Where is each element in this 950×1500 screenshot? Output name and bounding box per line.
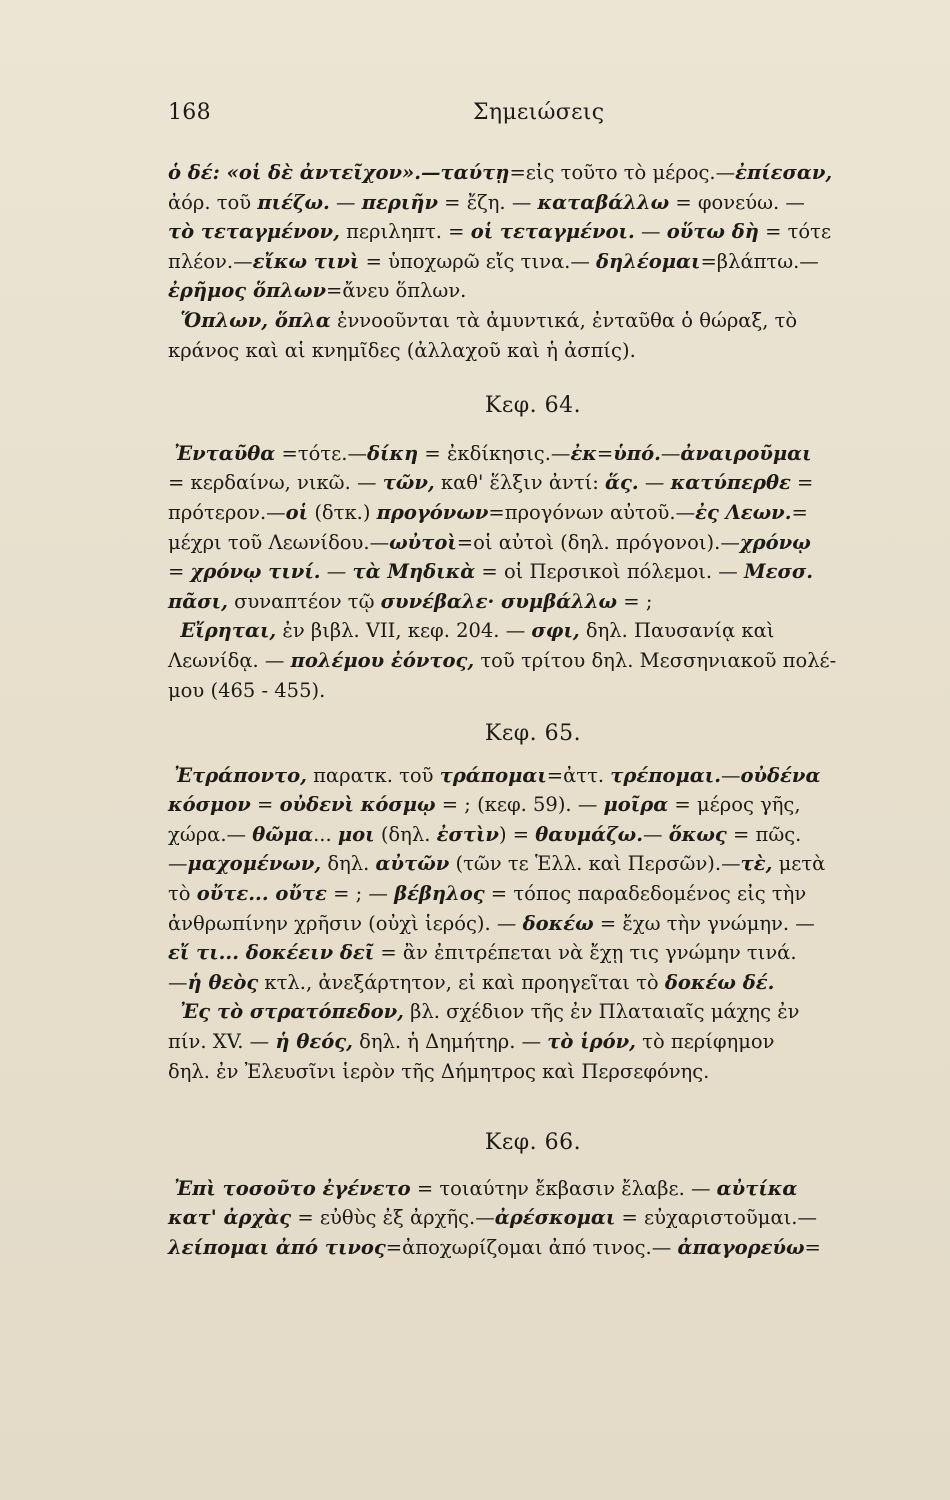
text-line (168, 646, 898, 676)
lemma: εἴκω τινὶ (252, 249, 360, 273)
gloss: πίν. XV. — (168, 1030, 276, 1054)
lemma: βέβηλος (394, 882, 485, 906)
chapter-66-notes (168, 1174, 898, 1263)
lemma: ἀρέσκομαι (494, 1206, 616, 1230)
lemma: λείπομαι ἀπό τινος (168, 1236, 386, 1259)
lemma: τράπομαι (439, 763, 547, 787)
lemma: οἱ τεταγμένοι. (470, 220, 635, 244)
gloss: = μέρος γῆς, (668, 793, 801, 817)
gloss: — (168, 970, 188, 994)
lemma: κατ' ἀρχὰς (168, 1206, 292, 1230)
gloss: δηλ. (321, 852, 376, 876)
lemma: χρόνῳ (739, 530, 811, 554)
notes-body (168, 158, 898, 1263)
lemma: τῶν, (382, 471, 435, 495)
gloss: = τοιαύτην ἔκβασιν ἔλαβε. — (410, 1176, 717, 1200)
gloss: βλ. σχέδιον τῆς ἐν Πλαταιαῖς μάχης ἐν (403, 1000, 800, 1024)
gloss: ) = (498, 822, 536, 846)
gloss: ἀνθρωπίνην χρῆσιν (οὐχὶ ἱερός). — (168, 911, 523, 935)
gloss: = ἂν ἐπιτρέπεται νὰ ἔχῃ τις γνώμην τινά. (374, 941, 797, 965)
gloss: δηλ. Παυσανίᾳ καὶ (579, 619, 775, 643)
text-line (168, 879, 898, 909)
lemma: κατύπερθε (670, 471, 791, 495)
gloss: — (721, 763, 741, 787)
lemma: δίκη (366, 441, 419, 465)
gloss: = ; — (326, 882, 395, 906)
gloss: κράνος καὶ αἱ κνημῖδες (ἀλλαχοῦ καὶ ἡ ἀσπίς). (168, 338, 636, 362)
gloss: δηλ. ἡ Δημήτηρ. — (352, 1030, 548, 1054)
lemma: ἐκ (570, 441, 597, 465)
lemma: κόσμον (168, 793, 251, 817)
gloss: συναπτέον τῷ (227, 589, 381, 613)
lemma: προγόνων (376, 500, 489, 524)
gloss: = (596, 441, 614, 465)
text-line (168, 1027, 898, 1057)
gloss: = ἐκδίκησις.— (418, 441, 571, 465)
lemma: τρέπομαι. (610, 763, 722, 787)
text-line (168, 849, 898, 879)
lemma: τὰ Μηδικὰ (352, 560, 476, 584)
lemma: ὑπό. (613, 441, 661, 465)
lemma: δοκέω δέ. (664, 970, 775, 994)
gloss: — (168, 852, 188, 876)
lemma: θαυμάζω. (535, 822, 644, 846)
gloss: = φονεύω. — (669, 190, 805, 214)
gloss: περιληπτ. = (339, 220, 471, 244)
lemma: οὕτω δὴ (666, 220, 759, 244)
text-line (168, 306, 898, 336)
chapter-heading-64: Κεφ. 64. (484, 393, 582, 419)
text-line (168, 938, 898, 968)
text-line (168, 761, 898, 791)
lemma: ἐς Λεων. (695, 500, 792, 524)
gloss: ἐννοοῦνται τὰ ἀμυντικά, ἐνταῦθα ὁ θώραξ, τὸ (330, 308, 798, 332)
lemma: πιέζω. (257, 190, 330, 214)
lemma: Ἐς τὸ στρατόπεδον, (180, 1000, 404, 1024)
lemma: αὐτίκα (716, 1176, 798, 1200)
gloss: = (791, 500, 808, 524)
text-line (168, 158, 898, 188)
running-title: Σημειώσεις (473, 100, 605, 125)
gloss: = (250, 793, 280, 817)
lemma: Εἴρηται, (180, 619, 277, 643)
lemma: χρόνῳ τινί. (190, 560, 321, 584)
text-line (168, 336, 898, 366)
gloss: = πῶς. (726, 822, 802, 846)
gloss: = ; (617, 589, 653, 613)
gloss: πλέον.— (168, 249, 253, 273)
gloss: τὸ περίφημον (635, 1030, 775, 1054)
lemma: Ἐνταῦθα (174, 441, 276, 465)
lemma: ἅς. (605, 471, 639, 495)
gloss: μέχρι τοῦ Λεωνίδου.— (168, 530, 390, 554)
text-line (168, 217, 898, 247)
lemma: ἀπαγορεύω (677, 1236, 805, 1259)
gloss: =οἱ αὐτοὶ (δηλ. πρόγονοι).— (456, 530, 740, 554)
lemma: ἐστὶν (436, 822, 499, 846)
lemma: ωὐτοὶ (389, 530, 457, 554)
lemma: ὁ δέ: «οἱ δὲ ἀντεῖχον».—ταύτῃ (168, 161, 510, 184)
gloss: ... (313, 822, 338, 846)
lemma: πᾶσι, (168, 589, 228, 613)
text-line (168, 1233, 898, 1263)
gloss: δηλ. ἐν Ἐλευσῖνι ἱερὸν τῆς Δήμητρος καὶ Περσεφόνης. (168, 1059, 710, 1083)
gloss: καθ' ἕλξιν ἀντί: (434, 471, 606, 495)
gloss: = (804, 1236, 821, 1259)
intro-notes (168, 158, 898, 365)
text-line (168, 276, 898, 306)
gloss: μετὰ (772, 852, 826, 876)
text-line (168, 188, 898, 218)
gloss: (τῶν τε Ἑλλ. καὶ Περσῶν).— (449, 852, 741, 876)
gloss: =τότε.— (275, 441, 367, 465)
text-line (168, 997, 898, 1027)
lemma: ἀναιροῦμαι (680, 441, 812, 465)
lemma: δηλέομαι (596, 249, 701, 273)
lemma: μοι (337, 822, 375, 846)
lemma: οὐδένα (740, 763, 821, 787)
gloss: = (168, 560, 191, 584)
chapter-64-notes (168, 439, 898, 705)
gloss: — (643, 822, 669, 846)
gloss: μου (465 - 455). (168, 678, 326, 702)
gloss: = ἔζη. — (437, 190, 538, 214)
lemma: εἴ τι... δοκέειν δεῖ (168, 941, 375, 965)
chapter-heading-65: Κεφ. 65. (484, 721, 582, 747)
gloss: παρατκ. τοῦ (306, 763, 440, 787)
gloss: =προγόνων αὐτοῦ.— (488, 500, 696, 524)
lemma: τὲ, (740, 852, 773, 876)
lemma: αὐτῶν (375, 852, 450, 876)
gloss: Λεωνίδᾳ. — (168, 648, 291, 672)
lemma: σφι, (531, 619, 580, 643)
gloss: = εὐχαριστοῦμαι.— (615, 1206, 817, 1230)
gloss: = τόπος παραδεδομένος εἰς τὴν (484, 882, 807, 906)
gloss: =ἀποχωρίζομαι ἀπό τινος.— (385, 1236, 678, 1259)
lemma: ἡ θεός, (275, 1030, 353, 1054)
lemma: μαχομένων, (187, 852, 322, 876)
text-line (168, 616, 898, 646)
lemma: ἡ θεὸς (187, 970, 259, 994)
chapter-65-notes (168, 761, 898, 1087)
gloss: — (660, 441, 681, 465)
gloss: = ; (κεφ. 59). — (435, 793, 604, 817)
gloss: =βλάπτω.— (700, 249, 819, 273)
text-line (168, 439, 898, 469)
gloss: — (320, 560, 353, 584)
page-number: 168 (168, 100, 211, 125)
text-line (168, 820, 898, 850)
text-line (168, 587, 898, 617)
lemma: τὸ τεταγμένον, (168, 220, 340, 244)
gloss: =ἄνευ ὅπλων. (326, 279, 467, 303)
lemma: συνέβαλε· συμβάλλω (380, 589, 618, 613)
text-line (168, 247, 898, 277)
text-line (168, 557, 898, 587)
gloss: — (634, 220, 667, 244)
gloss: ἀόρ. τοῦ (168, 190, 258, 214)
lemma: οἱ (285, 500, 309, 524)
gloss: = (790, 471, 814, 495)
page-header (168, 100, 880, 140)
lemma: ὅκως (668, 822, 727, 846)
text-line (168, 676, 898, 706)
lemma: Ἐτράποντο, (174, 763, 307, 787)
gloss: ἐν βιβλ. VII, κεφ. 204. — (276, 619, 532, 643)
gloss: πρότερον.— (168, 500, 286, 524)
gloss: = εὐθὺς ἐξ ἀρχῆς.— (291, 1206, 495, 1230)
lemma: τὸ ἱρόν, (547, 1030, 636, 1054)
lemma: πολέμου ἐόντος, (290, 648, 475, 672)
text-line (168, 1174, 898, 1204)
gloss: =ἀττ. (546, 763, 611, 787)
gloss: — (329, 190, 362, 214)
gloss: (δηλ. (374, 822, 437, 846)
lemma: οὐδενὶ κόσμῳ (279, 793, 436, 817)
lemma: περιῆν (361, 190, 438, 214)
text-line (168, 909, 898, 939)
gloss: = κερδαίνω, νικῶ. — (168, 471, 383, 495)
lemma: ἐρῆμος ὅπλων (168, 279, 326, 303)
lemma: Μεσσ. (744, 560, 813, 584)
lemma: οὔτε... οὔτε (196, 882, 327, 906)
lemma: θῶμα (252, 822, 314, 846)
text-line (168, 468, 898, 498)
text-line (168, 528, 898, 558)
text-line (168, 790, 898, 820)
lemma: μοῖρα (603, 793, 669, 817)
gloss: τὸ (168, 882, 197, 906)
lemma: δοκέω (522, 911, 594, 935)
gloss: = ὑποχωρῶ εἴς τινα.— (359, 249, 597, 273)
gloss: χώρα.— (168, 822, 253, 846)
text-line (168, 968, 898, 998)
lemma: Ὅπλων, ὅπλα (180, 308, 331, 332)
gloss: = ἔχω τὴν γνώμην. — (593, 911, 815, 935)
text-line (168, 1203, 898, 1233)
gloss: τοῦ τρίτου δηλ. Μεσσηνιακοῦ πολέ- (474, 648, 837, 672)
gloss: (δτκ.) (308, 500, 377, 524)
gloss: =εἰς τοῦτο τὸ μέρος.— (509, 161, 736, 184)
gloss: κτλ., ἀνεξάρτητον, εἰ καὶ προηγεῖται τὸ (258, 970, 665, 994)
text-line (168, 1057, 898, 1087)
gloss: — (638, 471, 671, 495)
gloss: = τότε (758, 220, 832, 244)
lemma: ἐπίεσαν, (735, 161, 833, 184)
lemma: Ἐπὶ τοσοῦτο ἐγένετο (174, 1176, 411, 1200)
gloss: = οἱ Περσικοὶ πόλεμοι. — (475, 560, 744, 584)
text-line (168, 498, 898, 528)
lemma: καταβάλλω (537, 190, 670, 214)
chapter-heading-66: Κεφ. 66. (484, 1130, 582, 1156)
